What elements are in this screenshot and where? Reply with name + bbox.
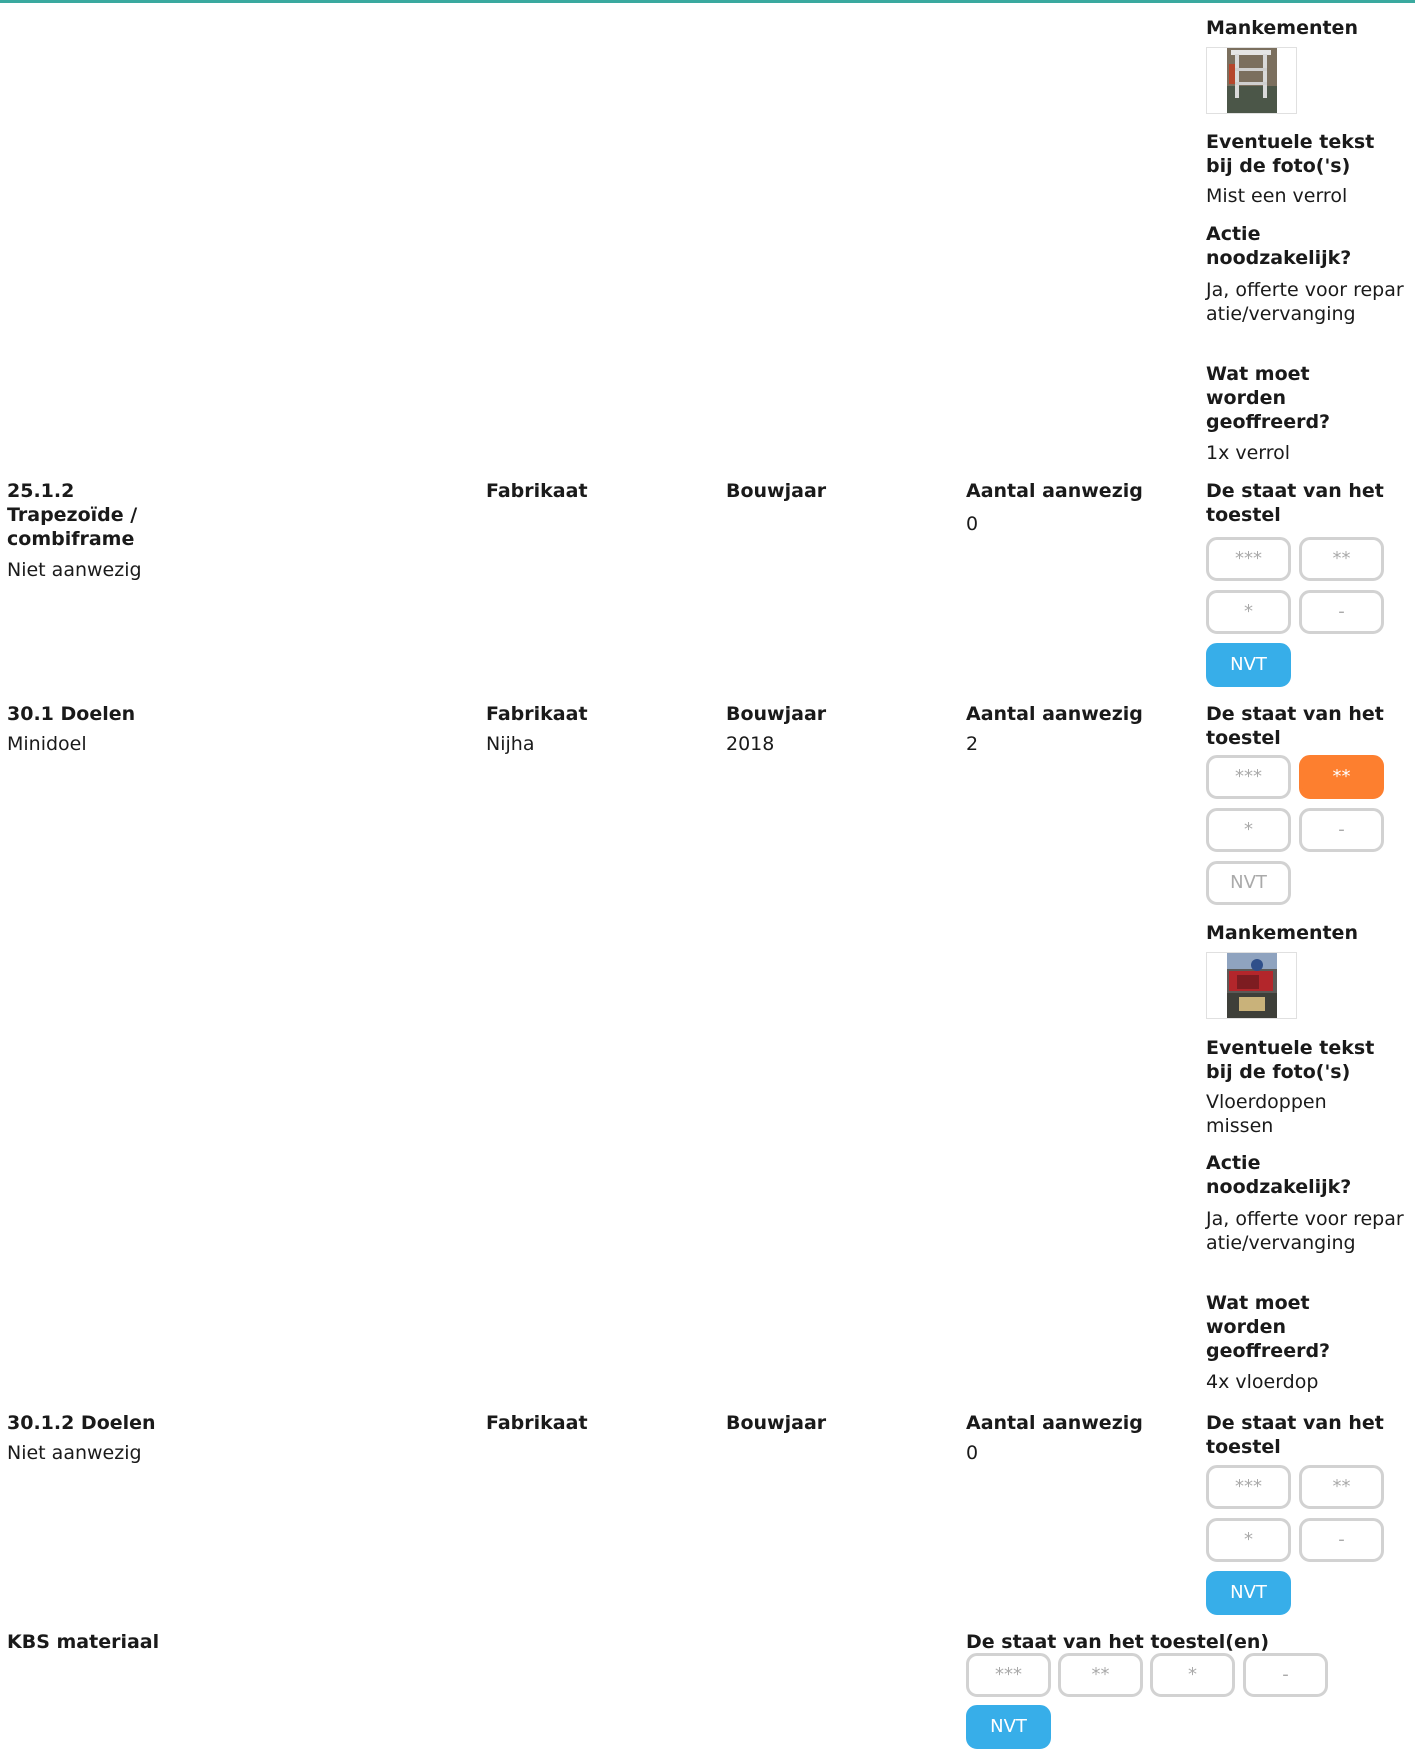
bouwjaar-label: Bouwjaar [726,1412,827,1434]
bouwjaar-label: Bouwjaar [726,703,827,725]
photo-text-label: Eventuele tekst bij de foto('s) [1206,131,1375,177]
fabrikaat-label: Fabrikaat [486,703,588,725]
rating-3-stars-button[interactable]: *** [1206,1465,1291,1509]
aantal-label: Aantal aanwezig [966,703,1143,725]
rating-none-button[interactable]: - [1299,808,1384,852]
bouwjaar-label: Bouwjaar [726,480,827,502]
rating-1-star-button[interactable]: * [1150,1653,1235,1697]
rating-none-button[interactable]: - [1243,1653,1328,1697]
item-subtitle: Niet aanwezig [7,1442,142,1464]
aantal-value: 2 [966,733,979,755]
kbs-title: KBS materiaal [7,1631,160,1653]
quote-value: 1x verrol [1206,442,1291,464]
defect-photo-thumbnail[interactable] [1206,952,1297,1019]
action-value: Ja, offerte voor reparatie/vervanging [1206,1208,1404,1254]
item-subtitle: Niet aanwezig [7,559,142,581]
rating-none-button[interactable]: - [1299,1518,1384,1562]
action-label: Actie noodzakelijk? [1206,1152,1352,1198]
staat-label: De staat van het toestel [1206,703,1384,749]
rating-nvt-button[interactable]: NVT [1206,861,1291,905]
quote-label: Wat moet worden geoffreerd? [1206,1292,1331,1362]
bouwjaar-value: 2018 [726,733,775,755]
rating-1-star-button[interactable]: * [1206,1518,1291,1562]
rating-2-stars-button[interactable]: ** [1299,537,1384,581]
rating-2-stars-button[interactable]: ** [1058,1653,1143,1697]
rating-none-button[interactable]: - [1299,590,1384,634]
rating-1-star-button[interactable]: * [1206,590,1291,634]
rating-3-stars-button[interactable]: *** [966,1653,1051,1697]
photo-text-label: Eventuele tekst bij de foto('s) [1206,1037,1375,1083]
quote-label: Wat moet worden geoffreerd? [1206,363,1331,433]
item-title: 25.1.2 Trapezoïde / combiframe [7,480,138,550]
action-value: Ja, offerte voor reparatie/vervanging [1206,279,1404,325]
defect-photo-thumbnail[interactable] [1206,47,1297,114]
item-title: 30.1.2 Doelen [7,1412,156,1434]
rating-2-stars-button[interactable]: ** [1299,1465,1384,1509]
mankementen-label: Mankementen [1206,922,1358,944]
rating-2-stars-button[interactable]: ** [1299,755,1384,799]
rating-3-stars-button[interactable]: *** [1206,755,1291,799]
item-subtitle: Minidoel [7,733,87,755]
rating-nvt-button[interactable]: NVT [966,1705,1051,1749]
rating-nvt-button[interactable]: NVT [1206,643,1291,687]
item-title: 30.1 Doelen [7,703,136,725]
staat-label: De staat van het toestel [1206,480,1384,526]
quote-value: 4x vloerdop [1206,1371,1319,1393]
photo-image [1207,48,1297,114]
fabrikaat-value: Nijha [486,733,535,755]
kbs-staat-label: De staat van het toestel(en) [966,1631,1270,1653]
fabrikaat-label: Fabrikaat [486,1412,588,1434]
aantal-label: Aantal aanwezig [966,480,1143,502]
rating-nvt-button[interactable]: NVT [1206,1571,1291,1615]
rating-1-star-button[interactable]: * [1206,808,1291,852]
aantal-label: Aantal aanwezig [966,1412,1143,1434]
action-label: Actie noodzakelijk? [1206,223,1352,269]
aantal-value: 0 [966,1442,979,1464]
aantal-value: 0 [966,513,979,535]
photo-text-value: Vloerdoppen missen [1206,1091,1327,1137]
staat-label: De staat van het toestel [1206,1412,1384,1458]
top-accent-line [0,0,1415,3]
photo-text-value: Mist een verrol [1206,185,1348,207]
photo-image [1207,953,1297,1019]
rating-3-stars-button[interactable]: *** [1206,537,1291,581]
mankementen-label: Mankementen [1206,17,1358,39]
fabrikaat-label: Fabrikaat [486,480,588,502]
